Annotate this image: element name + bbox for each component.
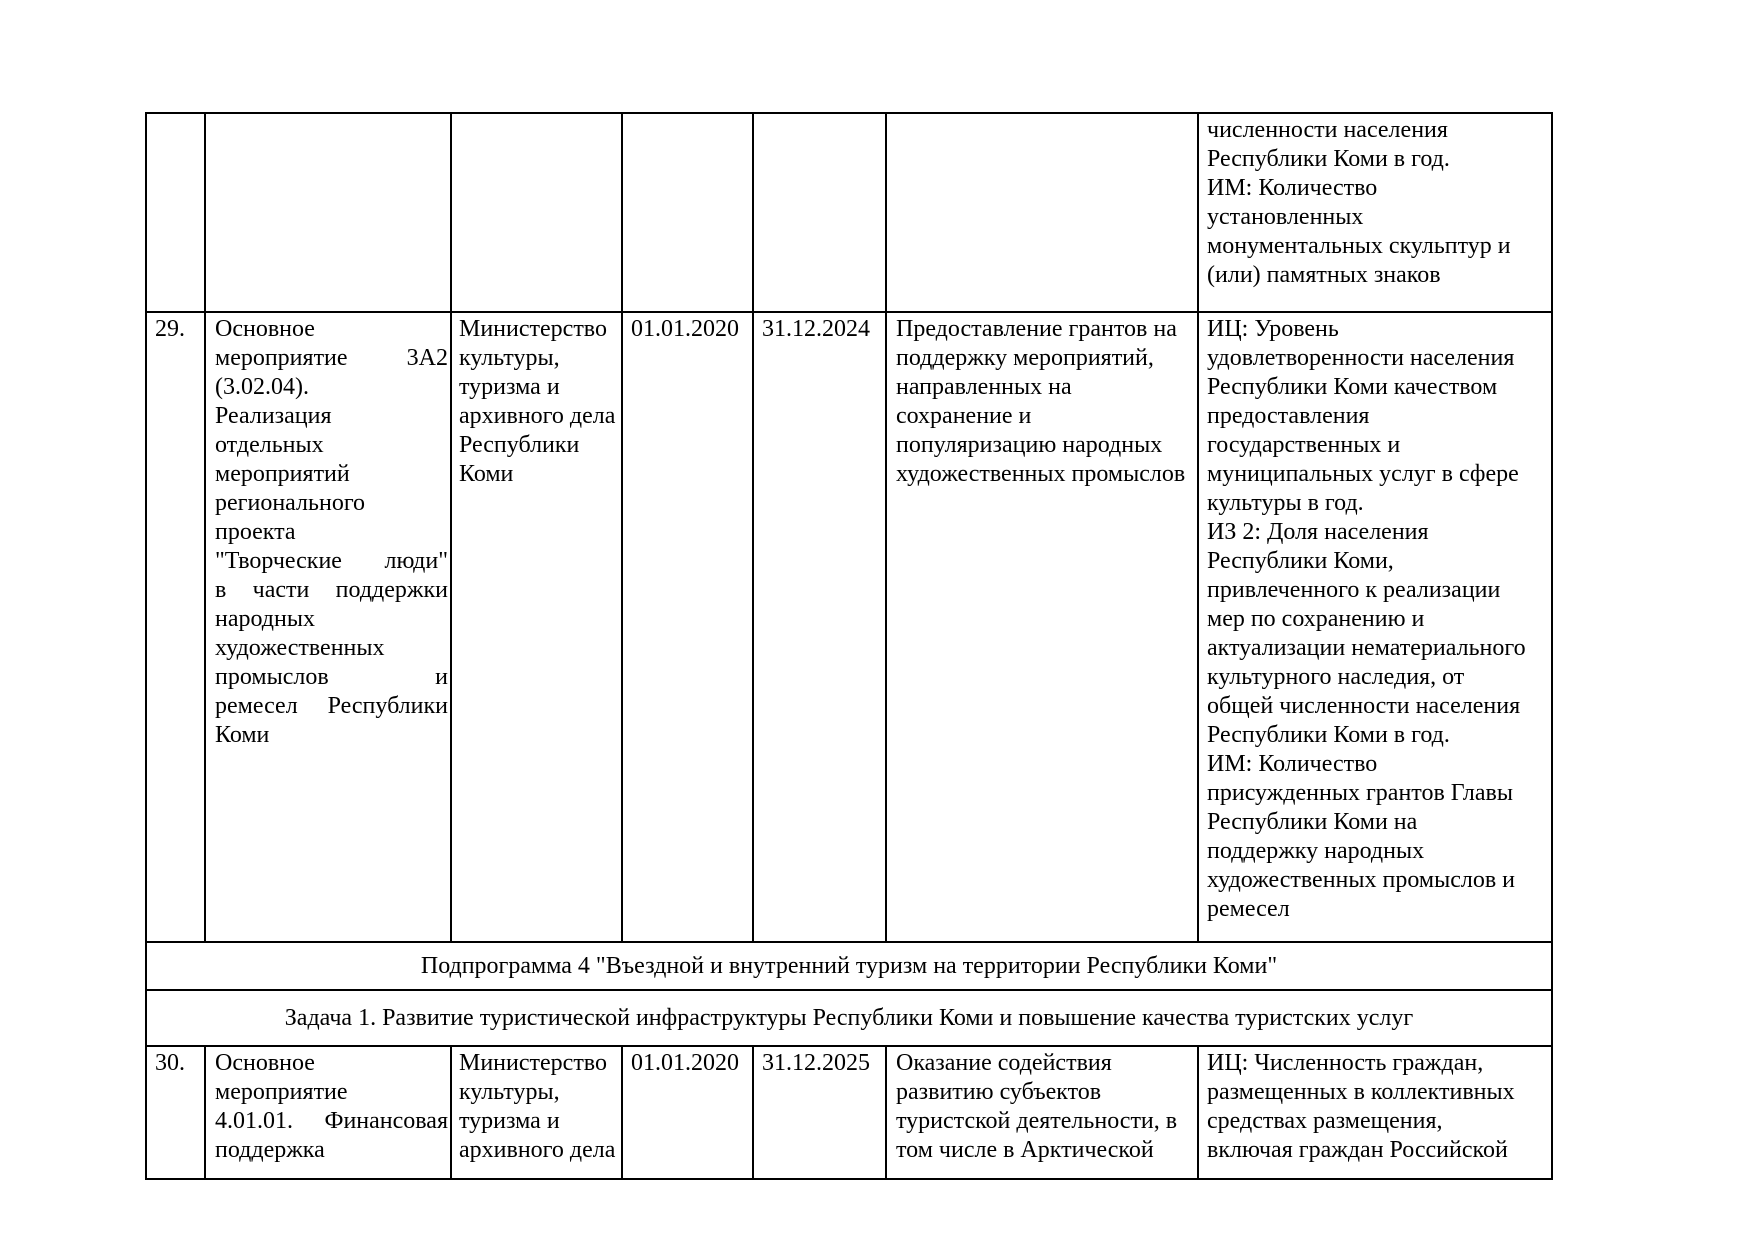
expected-result-cell (886, 113, 1198, 312)
section-row-subprogram-4 (146, 942, 1552, 990)
indicators-cell: ИЦ: Уровень удовлетворенности населения Республики Коми качеством предоставления государственных и муниципальных услуг в сфере культуры в год. ИЗ 2: Доля населения Республики Коми, привлеченного к реализации мер по сохранению и актуализации нематериального культурного наследия, от общей численности населения Республики Коми в год. ИМ: Количество присужденных грантов Главы Республики Коми на поддержку народных художественных промыслов и ремесел (1198, 312, 1552, 942)
measure-name-cell: Основное мероприятие 4.01.01. Финансовая поддержка (205, 1046, 451, 1179)
executor-cell: Министерство культуры, туризма и архивного дела (451, 1046, 622, 1179)
start-date-cell (622, 113, 753, 312)
start-date-cell: 01.01.2020 (622, 312, 753, 942)
row-number-cell (146, 113, 205, 312)
end-date-cell: 31.12.2024 (753, 312, 886, 942)
measure-name-cell: Основное мероприятие 3А2 (3.02.04). Реализация отдельных мероприятий регионального проекта "Творческие люди" в части поддержки народных художественных промыслов и ремесел Республики Коми (205, 312, 451, 942)
expected-result-cell: Предоставление грантов на поддержку мероприятий, направленных на сохранение и популяризацию народных художественных промыслов (886, 312, 1198, 942)
executor-cell (451, 113, 622, 312)
table-row-30 (146, 1046, 1552, 1179)
start-date-cell: 01.01.2020 (622, 1046, 753, 1179)
row-number-cell: 30. (146, 1046, 205, 1179)
table-row-29 (146, 312, 1552, 942)
expected-result-cell: Оказание содействия развитию субъектов туристской деятельности, в том числе в Арктической (886, 1046, 1198, 1179)
executor-cell: Министерство культуры, туризма и архивного дела Республики Коми (451, 312, 622, 942)
indicators-cell: ИЦ: Численность граждан, размещенных в коллективных средствах размещения, включая граждан Российской (1198, 1046, 1552, 1179)
table-row-continuation (146, 113, 1552, 312)
subprogram-section-title: Подпрограмма 4 "Въездной и внутренний туризм на территории Республики Коми" (146, 942, 1552, 990)
program-measures-table (145, 112, 1553, 1180)
row-number-cell: 29. (146, 312, 205, 942)
indicators-cell: численности населения Республики Коми в год. ИМ: Количество установленных монументальных скульптур и (или) памятных знаков (1198, 113, 1552, 312)
task-section-title: Задача 1. Развитие туристической инфраструктуры Республики Коми и повышение качества туристских услуг (146, 990, 1552, 1046)
end-date-cell: 31.12.2025 (753, 1046, 886, 1179)
section-row-task-1 (146, 990, 1552, 1046)
measure-name-cell (205, 113, 451, 312)
end-date-cell (753, 113, 886, 312)
